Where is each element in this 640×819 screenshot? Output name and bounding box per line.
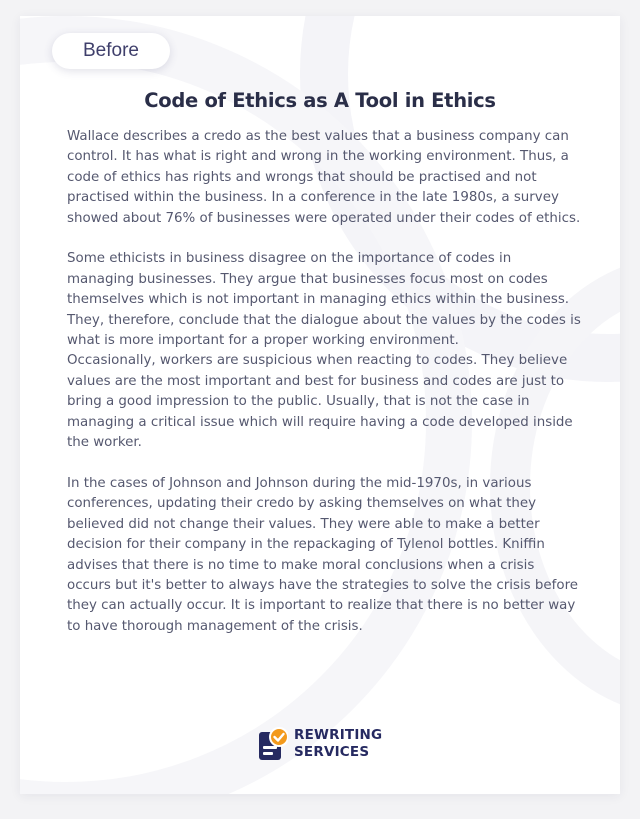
document-card <box>20 16 620 794</box>
paragraph: Wallace describes a credo as the best values that a business company can control. It has what is right and wrong in the working environment. Thus, a code of ethics has rights and wrongs that should be practised and not practised within the business. In a conference in the late 1980s, a survey showed about 76% of businesses were operated under their codes of ethics. <box>67 129 581 226</box>
paragraph: Some ethicists in business disagree on the importance of codes in managing businesses. They argue that businesses focus most on codes themselves which is not important in managing ethics within the business. They, therefore, conclude that the dialogue about the values by the codes is what is more important for a proper working environment. <box>67 251 581 349</box>
brand-name <box>294 727 382 761</box>
document-check-icon <box>258 726 288 762</box>
document-body <box>67 127 582 637</box>
before-badge: Before <box>52 33 170 69</box>
brand-logo <box>258 724 382 764</box>
brand-name-line1: REWRITING <box>294 727 383 743</box>
brand-name-line2: SERVICES <box>294 744 370 760</box>
document-title: Code of Ethics as A Tool in Ethics <box>144 89 496 112</box>
paragraph: Occasionally, workers are suspicious when reacting to codes. They believe values are the most important and best for business and codes are just to bring a good impression to the public. Usually, that is not the case in managing a critical issue which will require having a code developed inside the worker. <box>67 353 573 451</box>
paragraph: In the cases of Johnson and Johnson during the mid-1970s, in various conferences, updating their credo by asking themselves on what they believed did not change their values. They were able to make a better decision for their company in the repackaging of Tylenol bottles. Kniffin advises that there is no time to make moral conclusions when a crisis occurs but it's better to always have the strategies to solve the crisis before they can actually occur. It is important to realize that there is no better way to have thorough management of the crisis. <box>67 475 579 634</box>
